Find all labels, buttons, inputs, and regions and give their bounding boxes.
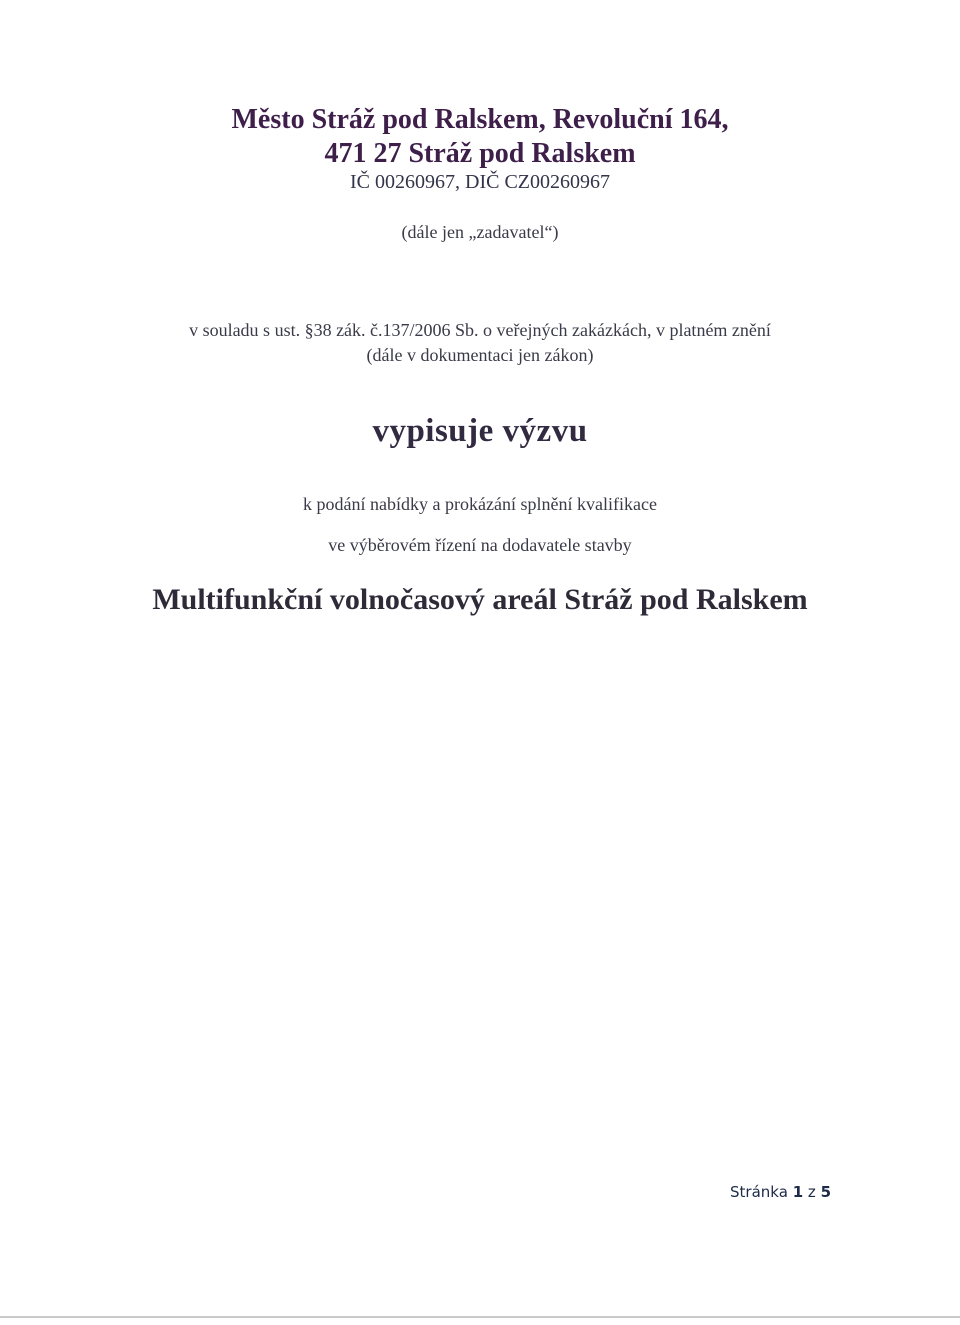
page-label: Stránka xyxy=(730,1183,788,1201)
page-current: 1 xyxy=(792,1183,804,1201)
legal-basis-note: (dále v dokumentaci jen zákon) xyxy=(366,345,594,365)
issuer-address-line: 471 27 Stráž pod Ralskem xyxy=(324,138,636,169)
call-title: vypisuje výzvu xyxy=(372,413,588,449)
project-title: Multifunkční volnočasový areál Stráž pod Ralskem xyxy=(152,583,808,616)
issuer-ids-line: IČ 00260967, DIČ CZ00260967 xyxy=(350,171,610,193)
purpose-line-2: ve výběrovém řízení na dodavatele stavby xyxy=(328,535,632,555)
issuer-name-line: Město Stráž pod Ralskem, Revoluční 164, xyxy=(231,104,729,135)
page-separator: z xyxy=(807,1183,816,1201)
page-total: 5 xyxy=(820,1183,831,1201)
legal-basis-line: v souladu s ust. §38 zák. č.137/2006 Sb. o veřejných zakázkách, v platném znění xyxy=(189,320,771,340)
purpose-line-1: k podání nabídky a prokázání splnění kvalifikace xyxy=(303,494,657,514)
scan-edge-divider xyxy=(0,1316,960,1318)
designation-note: (dále jen „zadavatel“) xyxy=(401,222,559,242)
page-number xyxy=(730,1183,831,1201)
